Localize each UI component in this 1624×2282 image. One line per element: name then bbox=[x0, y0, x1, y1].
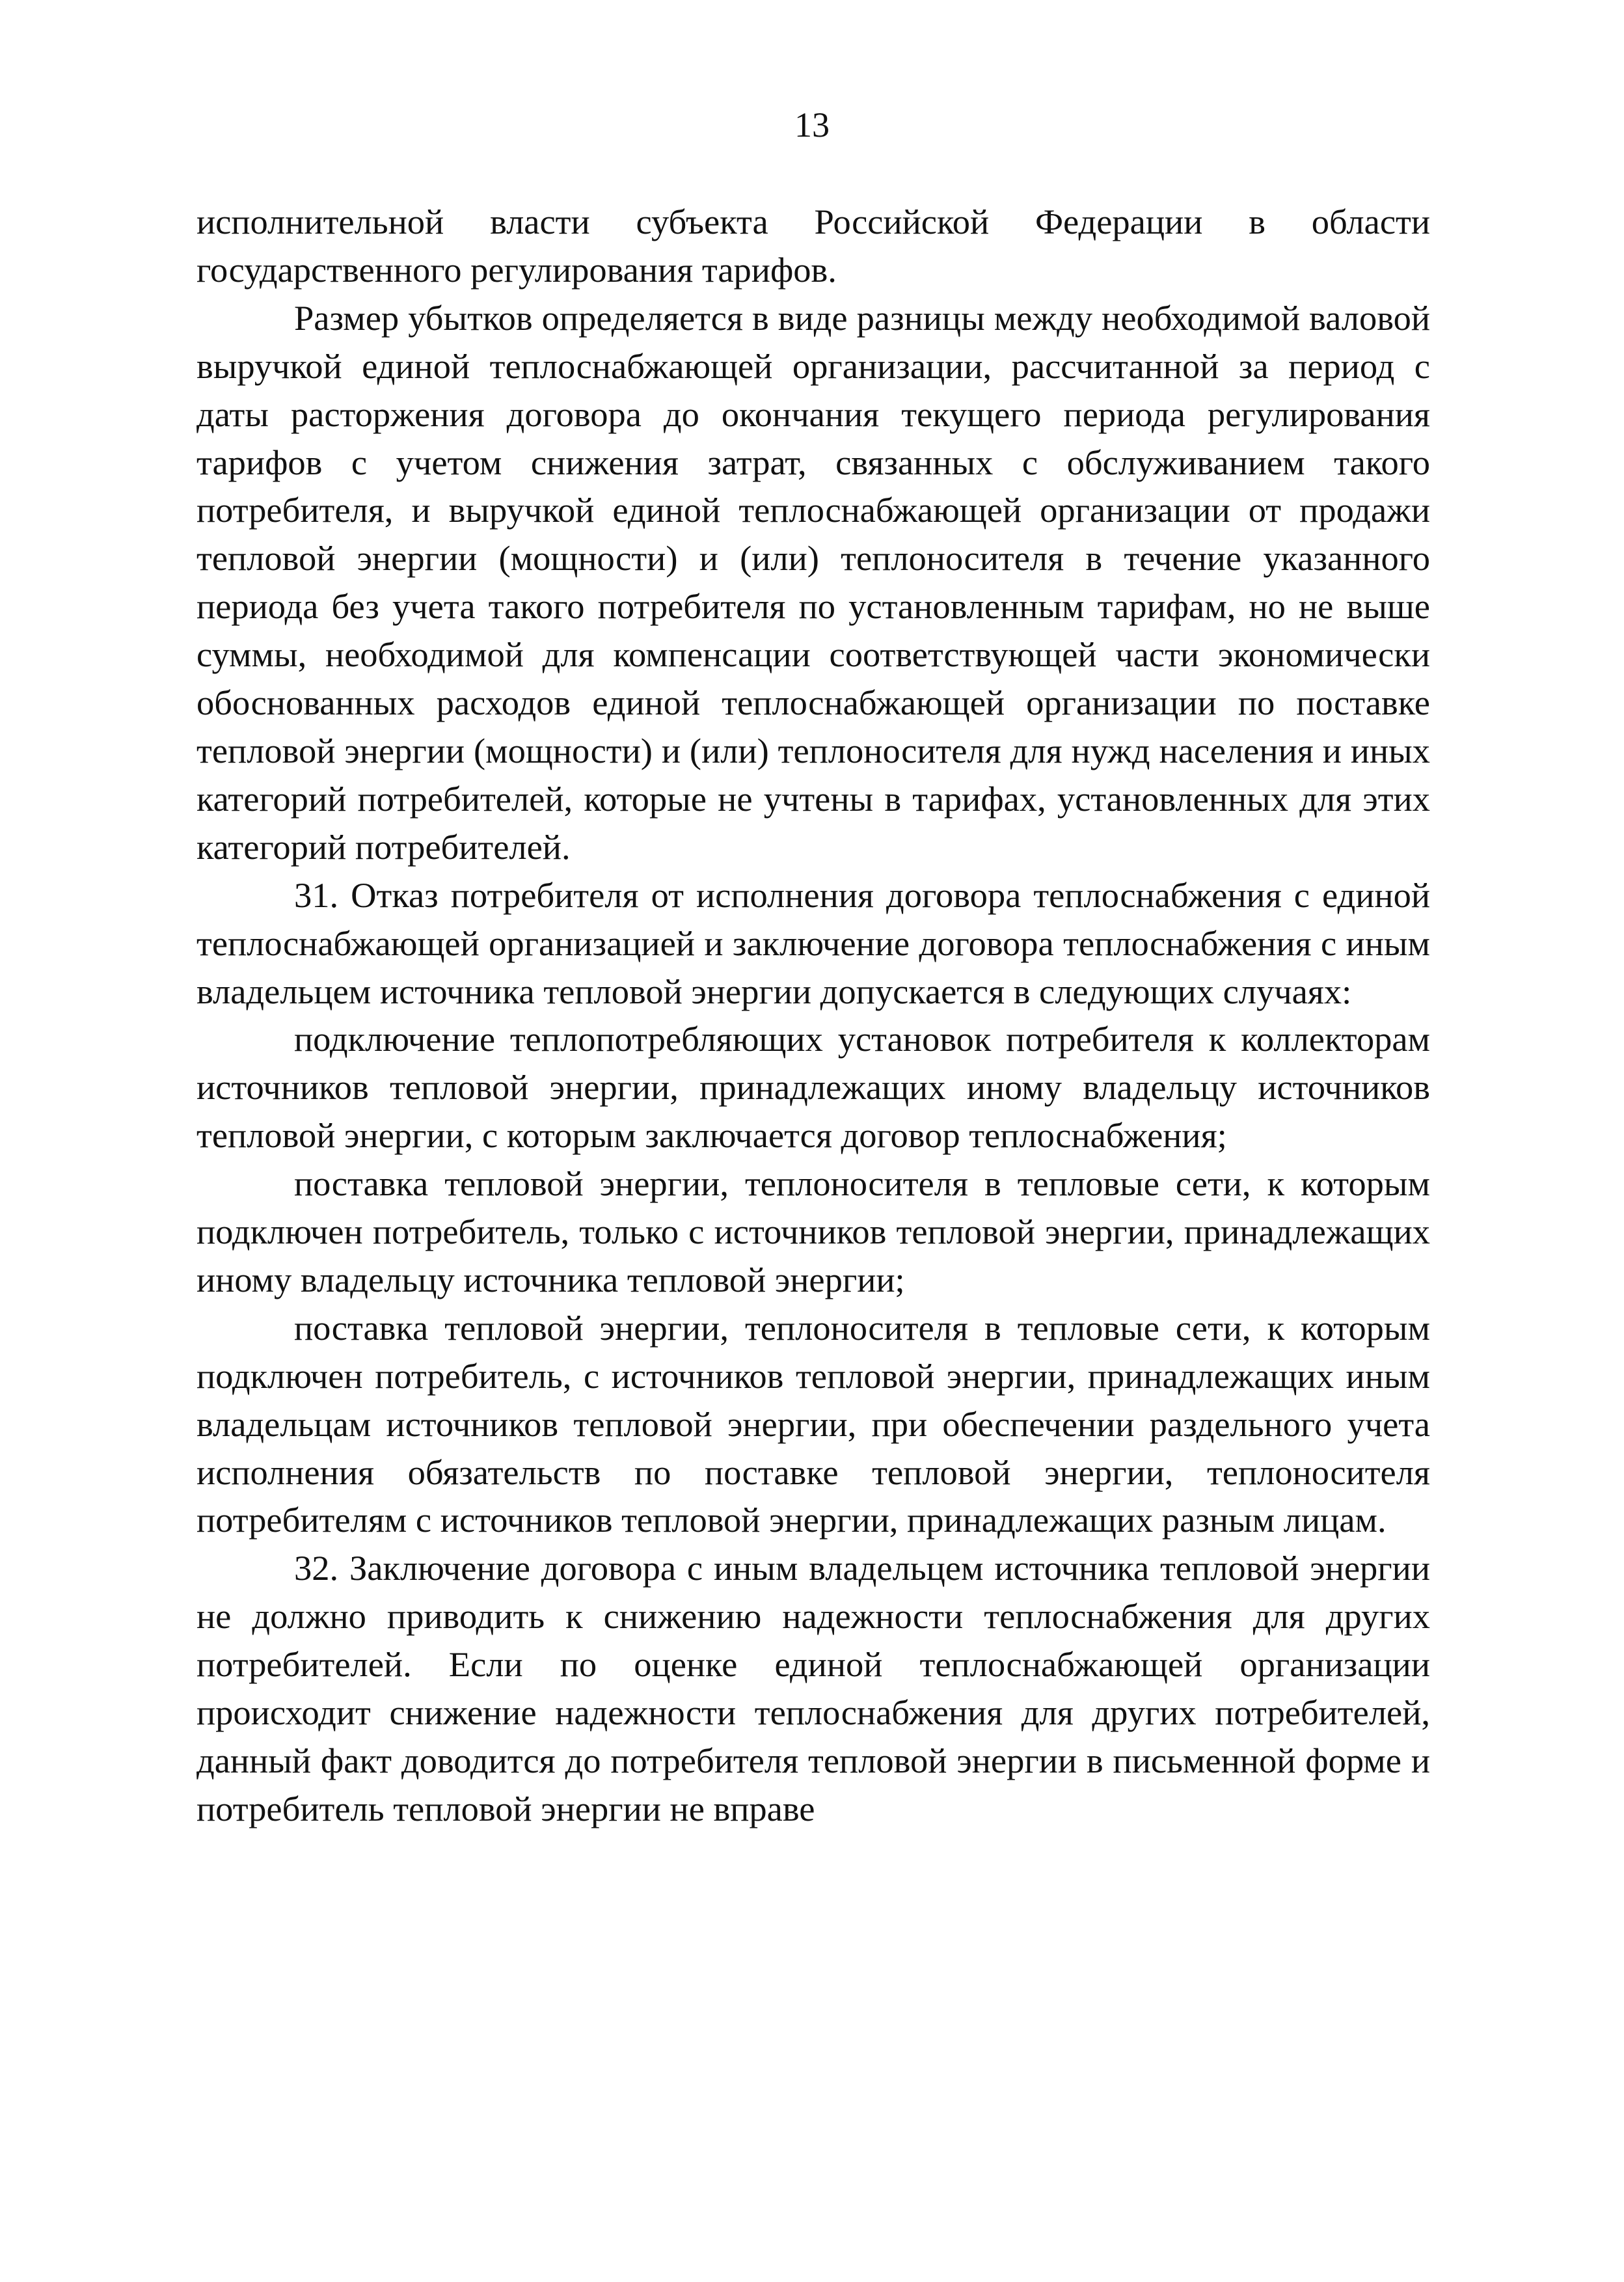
paragraph-case-1: подключение теплопотребляющих установок потребителя к коллекторам источников тепловой энергии, принадлежащих иному владельцу источников тепловой энергии, с которым заключается договор теплоснабжения; bbox=[196, 1019, 1430, 1156]
paragraph-case-3: поставка тепловой энергии, теплоносителя в тепловые сети, к которым подключен потребитель, с источников тепловой энергии, принадлежащих иным владельцам источников тепловой энергии, при обеспечении раздельного учета исполнения обязательств по поставке тепловой энергии, теплоносителя потребителям с источников тепловой энергии, принадлежащих разным лицам. bbox=[196, 1307, 1430, 1540]
paragraph-losses: Размер убытков определяется в виде разницы между необходимой валовой выручкой единой теплоснабжающей организации, рассчитанной за период с даты расторжения договора до окончания текущего периода регулирования тарифов с учетом снижения затрат, связанных с обслуживанием такого потребителя, и выручкой единой теплоснабжающей организации от продажи тепловой энергии (мощности) и (или) теплоносителя в течение указанного периода без учета такого потребителя по установленным тарифам, но не выше суммы, необходимой для компенсации соответствующей части экономически обоснованных расходов единой теплоснабжающей организации по поставке тепловой энергии (мощности) и (или) теплоносителя для нужд населения и иных категорий потребителей, которые не учтены в тарифах, установленных для этих категорий потребителей. bbox=[196, 297, 1430, 867]
page-number: 13 bbox=[794, 105, 830, 144]
paragraph-clause-31: 31. Отказ потребителя от исполнения договора теплоснабжения с единой теплоснабжающей организацией и заключение договора теплоснабжения с иным владельцем источника тепловой энергии допускается в следующих случаях: bbox=[196, 875, 1430, 1011]
paragraph-clause-32: 32. Заключение договора с иным владельцем источника тепловой энергии не должно приводить к снижению надежности теплоснабжения для других потребителей. Если по оценке единой теплоснабжающей организации происходит снижение надежности теплоснабжения для других потребителей, данный факт доводится до потребителя тепловой энергии в письменной форме и потребитель тепловой энергии не вправе bbox=[196, 1548, 1430, 1828]
paragraph-continuation: исполнительной власти субъекта Российской Федерации в области государственного регулирования тарифов. bbox=[196, 202, 1430, 290]
document-body bbox=[196, 198, 1430, 1833]
paragraph-case-2: поставка тепловой энергии, теплоносителя в тепловые сети, к которым подключен потребитель, только с источников тепловой энергии, принадлежащих иному владельцу источника тепловой энергии; bbox=[196, 1163, 1430, 1299]
